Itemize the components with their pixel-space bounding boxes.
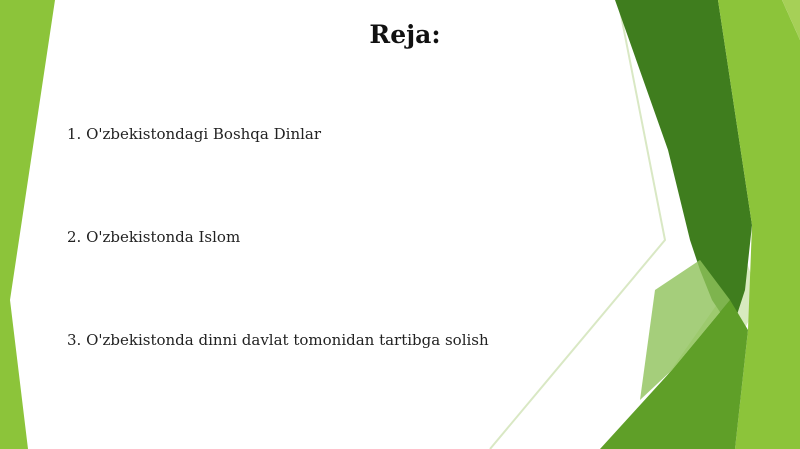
agenda-item-3: 3. O'zbekistonda dinni davlat tomonidan tartibga solish [67,331,489,349]
right-thin-line [490,10,665,449]
left-green-band [0,0,55,449]
agenda-item-2: 2. O'zbekistonda Islom [67,228,241,246]
slide-title: Reja: [369,20,441,49]
agenda-item-1: 1. O'zbekistondagi Boshqa Dinlar [67,125,322,143]
